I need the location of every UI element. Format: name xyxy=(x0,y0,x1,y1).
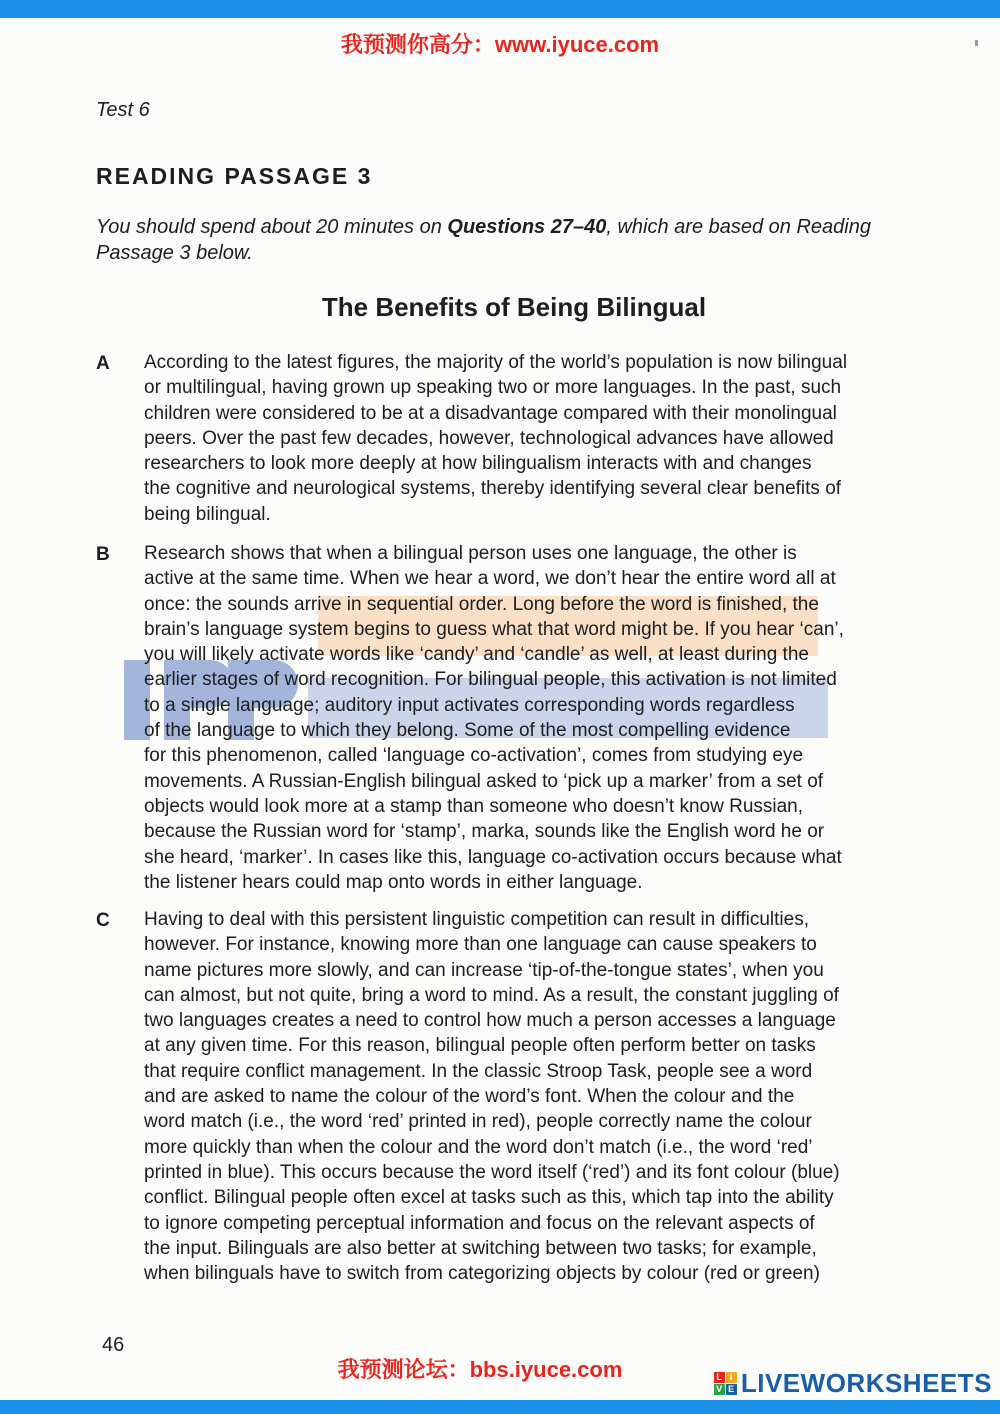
text-line: and are asked to name the colour of the word’s font. When the colour and the xyxy=(144,1086,795,1108)
text-line: the cognitive and neurological systems, thereby identifying several clear benefits of xyxy=(144,478,842,500)
text-line: more quickly than when the colour and the word don’t match (i.e., the word ‘red’ xyxy=(144,1136,813,1158)
text-line: of the language to which they belong. Some of the most compelling evidence xyxy=(144,720,791,742)
paragraph-letter: B xyxy=(96,544,110,565)
test-label: Test 6 xyxy=(96,99,150,121)
instructions-prefix: You should spend about 20 minutes on xyxy=(96,216,448,238)
text-line: printed in blue). This occurs because the word itself (‘red’) and its font colour (blue) xyxy=(144,1161,840,1183)
mark-letter: E xyxy=(726,1384,737,1395)
paragraph-letter: C xyxy=(96,910,110,931)
text-line: peers. Over the past few decades, however, technological advances have allowed xyxy=(144,427,834,449)
text-line: Having to deal with this persistent linguistic competition can result in difficulties, xyxy=(144,909,809,930)
text-line: at any given time. For this reason, bilingual people often perform better on tasks xyxy=(144,1035,816,1057)
liveworksheets-wordmark: LIVEWORKSHEETS xyxy=(740,1367,992,1398)
text-line: word match (i.e., the word ‘red’ printed in red), people correctly name the colour xyxy=(144,1111,812,1133)
text-line: two languages creates a need to control how much a person accesses a language xyxy=(144,1010,836,1032)
text-line: active at the same time. When we hear a word, we don’t hear the entire word all at xyxy=(144,568,836,590)
text-line: name pictures more slowly, and can increase ‘tip-of-the-tongue states’, when you xyxy=(144,959,824,981)
liveworksheets-logo[interactable] xyxy=(714,1366,992,1400)
passage-heading: READING PASSAGE 3 xyxy=(96,163,373,189)
footer-watermark: 我预测论坛：bbs.iyuce.com xyxy=(337,1357,623,1382)
text-line: According to the latest figures, the majority of the world’s population is now bilingual xyxy=(144,352,848,373)
text-line: can almost, but not quite, bring a word to mind. As a result, the constant juggling of xyxy=(144,984,839,1006)
text-line: the input. Bilinguals are also better at switching between two tasks; for example, xyxy=(144,1237,817,1259)
text-line: that require conflict management. In the classic Stroop Task, people see a word xyxy=(144,1060,813,1082)
paragraph-body xyxy=(144,350,934,527)
instructions-questions: Questions 27–40 xyxy=(447,216,607,238)
bottom-border-bar xyxy=(0,1400,1000,1414)
liveworksheets-mark-icon xyxy=(714,1372,737,1395)
text-line: children were considered to be at a disadvantage compared with their monolingual xyxy=(144,402,837,424)
mark-letter: I xyxy=(726,1372,737,1383)
paragraph-body xyxy=(144,541,934,895)
text-line: or multilingual, having grown up speaking two or more languages. In the past, such xyxy=(144,377,842,399)
instructions-suffix: , which are based on Reading xyxy=(606,216,871,238)
instructions-line2: Passage 3 below. xyxy=(96,242,253,264)
text-line: because the Russian word for ‘stamp’, marka, sounds like the English word he or xyxy=(144,821,825,843)
header-watermark: 我预测你高分：www.iyuce.com xyxy=(340,32,660,57)
mark-letter: L xyxy=(714,1372,725,1383)
instructions xyxy=(96,214,926,266)
top-border-bar xyxy=(0,0,1000,18)
text-line: you will likely activate words like ‘candy’ and ‘candle’ as well, at least during the xyxy=(144,644,809,666)
text-line: brain’s language system begins to guess what that word might be. If you hear ‘can’, xyxy=(144,618,844,640)
mark-letter: V xyxy=(714,1384,725,1395)
article-title: The Benefits of Being Bilingual xyxy=(321,292,707,322)
text-line: Research shows that when a bilingual person uses one language, the other is xyxy=(144,543,797,564)
text-line: the listener hears could map onto words in either language. xyxy=(144,871,643,893)
text-line: for this phenomenon, called ‘language co-activation’, comes from studying eye xyxy=(144,745,804,767)
text-line: being bilingual. xyxy=(144,503,271,525)
text-line: once: the sounds arrive in sequential order. Long before the word is finished, the xyxy=(144,593,819,615)
text-line: she heard, ‘marker’. In cases like this, language co-activation occurs because what xyxy=(144,846,842,868)
text-line: researchers to look more deeply at how bilingualism interacts with and changes xyxy=(144,453,812,475)
paragraph-body xyxy=(144,907,934,1286)
text-line: conflict. Bilingual people often excel at tasks such as this, which tap into the ability xyxy=(144,1187,834,1209)
text-line: earlier stages of word recognition. For bilingual people, this activation is not limited xyxy=(144,669,837,691)
text-line: movements. A Russian-English bilingual asked to ‘pick up a marker’ from a set of xyxy=(144,770,824,792)
paragraph-letter: A xyxy=(96,353,110,374)
text-line: objects would look more at a stamp than someone who doesn’t know Russian, xyxy=(144,795,804,817)
page-number: 46 xyxy=(102,1334,125,1356)
text-line: when bilinguals have to switch from categorizing objects by colour (red or green) xyxy=(144,1263,820,1285)
text-line: however. For instance, knowing more than one language can cause speakers to xyxy=(144,934,817,956)
text-line: to a single language; auditory input activates corresponding words regardless xyxy=(144,694,795,716)
text-line: to ignore competing perceptual information and focus on the relevant aspects of xyxy=(144,1212,815,1234)
